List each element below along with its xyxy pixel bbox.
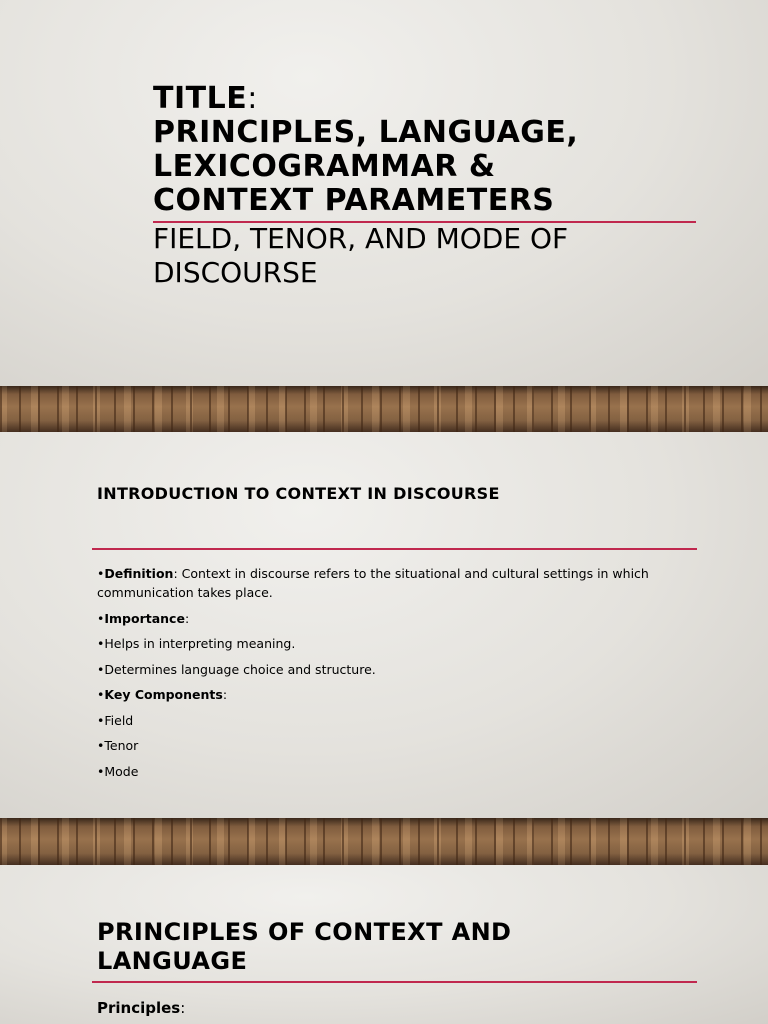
bullet-list — [97, 564, 697, 787]
list-item: •Field — [97, 712, 134, 728]
list-item: •Tenor — [97, 738, 139, 753]
title-line-label — [153, 82, 713, 116]
title-line: LEXICOGRAMMAR & — [153, 149, 496, 184]
slide-2-heading: INTRODUCTION TO CONTEXT IN DISCOURSE — [97, 484, 500, 503]
list-item: •Determines language choice and structure. — [97, 661, 376, 677]
principles-label: Principles: — [97, 999, 186, 1017]
heading-line: PRINCIPLES OF CONTEXT AND — [97, 918, 512, 946]
list-item: •Key Components: — [97, 687, 228, 702]
slide-2 — [0, 432, 768, 818]
heading-divider — [92, 548, 697, 550]
title-label: TITLE — [153, 81, 248, 116]
wood-floor-strip — [0, 386, 768, 432]
wood-floor-strip — [0, 818, 768, 865]
list-item: •Importance: — [97, 610, 190, 626]
title-line: CONTEXT PARAMETERS — [153, 183, 555, 218]
list-item: •Mode — [97, 763, 139, 779]
slide-1-title — [153, 82, 713, 218]
list-item: •Definition: Context in discourse refers to the situational and cultural settings in which communication takes place. — [97, 566, 649, 600]
heading-line: LANGUAGE — [97, 947, 248, 975]
subtitle-line: DISCOURSE — [153, 256, 318, 289]
title-colon: : — [247, 81, 258, 116]
slide-1-subtitle — [153, 222, 713, 290]
list-item: •Helps in interpreting meaning. — [97, 636, 296, 651]
slide-3-heading — [97, 918, 657, 976]
subtitle-line: FIELD, TENOR, AND MODE OF — [153, 222, 569, 255]
slide-3 — [0, 865, 768, 1024]
title-line: PRINCIPLES, LANGUAGE, — [153, 115, 579, 150]
slide-1 — [0, 0, 768, 386]
heading-divider — [92, 981, 697, 983]
